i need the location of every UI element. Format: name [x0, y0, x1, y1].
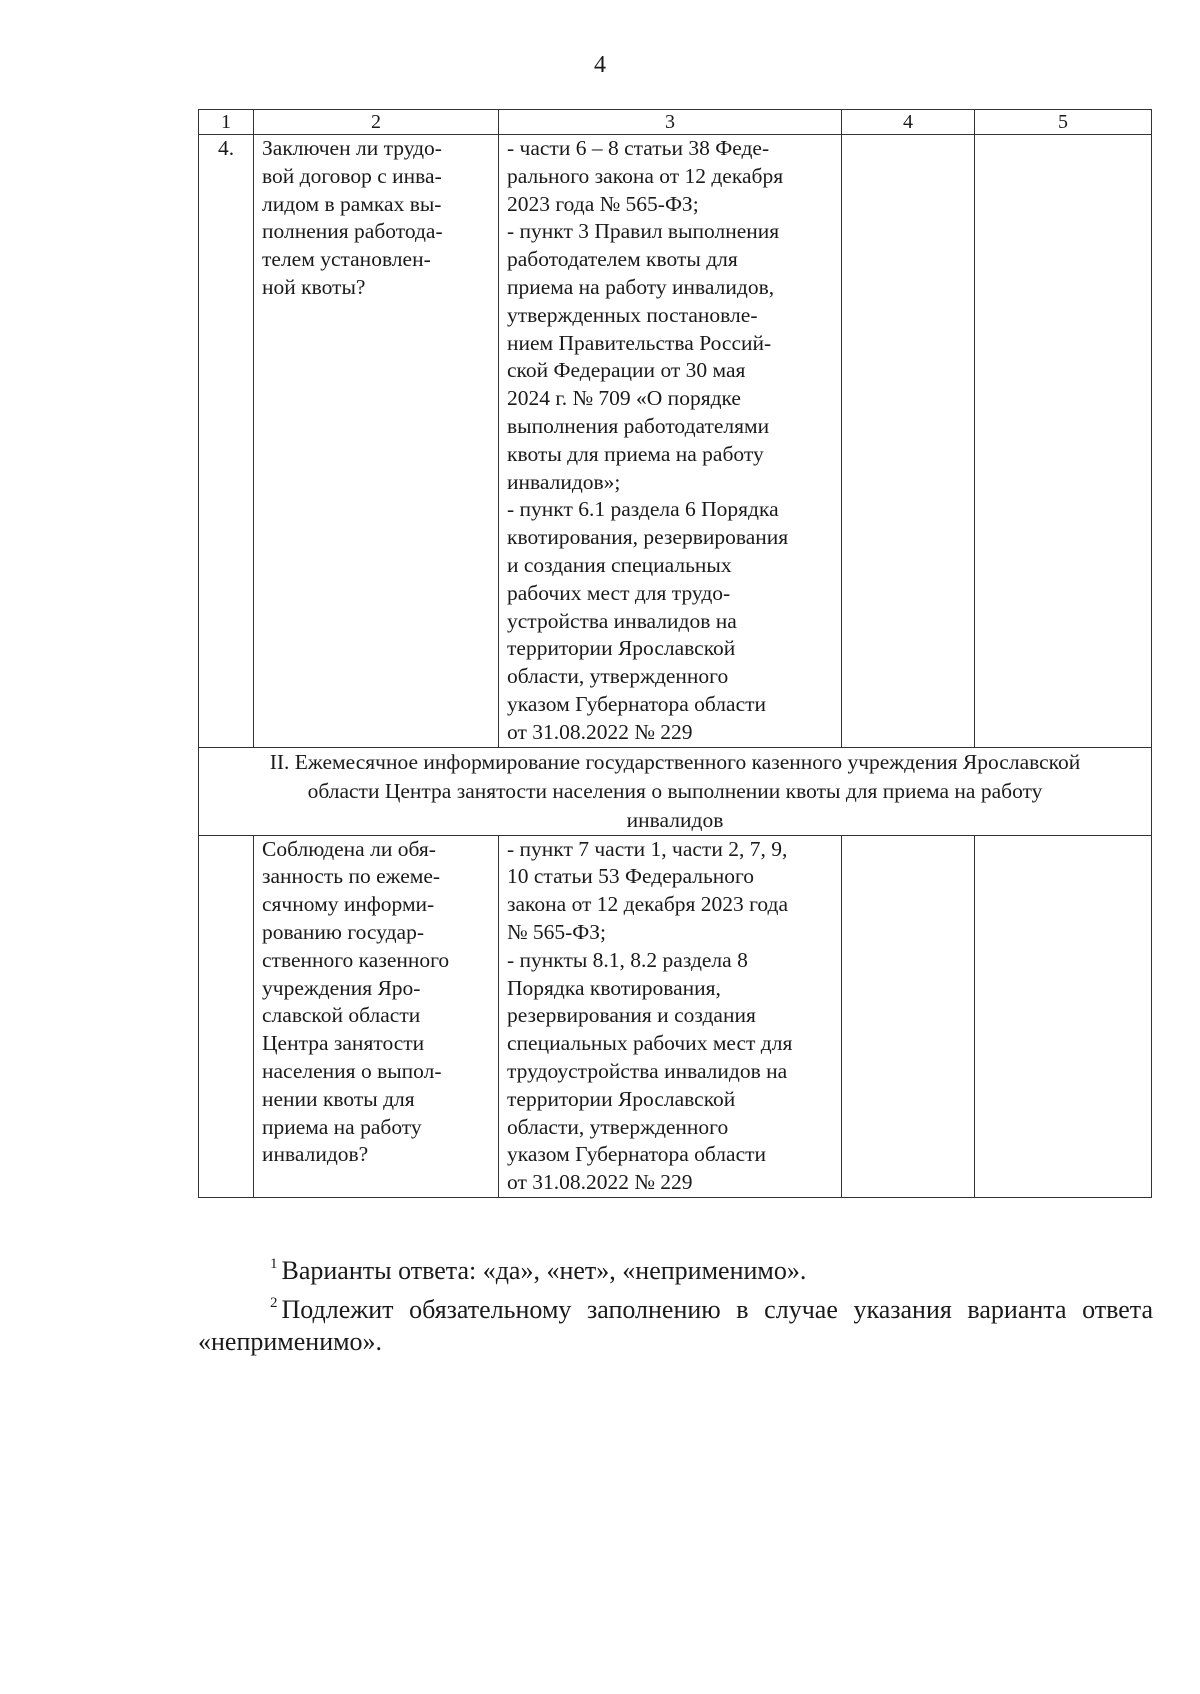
text-line: 2023 года № 565-ФЗ; [507, 191, 699, 216]
section-heading [199, 747, 1152, 835]
text-line: - пункт 3 Правил выполнения [507, 219, 780, 244]
table-row [199, 835, 1152, 1197]
text-line: нием Правительства Россий- [507, 330, 772, 355]
text-line: ственного казенного [262, 947, 450, 972]
text-line: населения о выпол- [262, 1058, 442, 1083]
text-line: области Центра занятости населения о выполнении квоты для приема на работу [307, 778, 1043, 803]
text-line: квотирования, резервирования [507, 525, 789, 550]
text-line: указом Губернатора области [507, 1142, 767, 1167]
text-line: области, утвержденного [507, 1114, 729, 1139]
text-line: инвалидов»; [507, 469, 621, 494]
footnotes [198, 1248, 1153, 1358]
section-heading-row [199, 747, 1152, 835]
text-line: учреждения Яро- [262, 975, 421, 1000]
footnote-text: Варианты ответа: «да», «нет», «неприменимо». [281, 1256, 807, 1285]
text-line: утвержденных постановле- [507, 302, 758, 327]
row-number [199, 835, 254, 1197]
answer-cell[interactable] [842, 135, 975, 748]
text-line: рабочих мест для трудо- [507, 580, 731, 605]
text-line: - пункты 8.1, 8.2 раздела 8 [507, 947, 748, 972]
footnote-mark: 1 [270, 1256, 278, 1272]
text-line: от 31.08.2022 № 229 [507, 719, 693, 744]
text-line: приема на работу инвалидов, [507, 274, 775, 299]
question-cell [254, 135, 499, 748]
footnote [198, 1287, 1153, 1358]
answer-cell[interactable] [842, 835, 975, 1197]
column-number: 2 [254, 110, 499, 135]
footnote [198, 1248, 1153, 1287]
text-line: территории Ярославской [507, 1086, 736, 1111]
text-line: квоты для приема на работу [507, 441, 764, 466]
table-row [199, 135, 1152, 748]
footnote-text: Подлежит обязательному заполнению в случае указания варианта ответа «неприменимо». [198, 1295, 1153, 1356]
checklist-table [198, 109, 1152, 1198]
text-line: полнения работода- [262, 219, 443, 244]
text-line: специальных рабочих мест для [507, 1031, 793, 1056]
text-line: II. Ежемесячное информирование государственного казенного учреждения Ярославской [269, 749, 1081, 774]
row-number: 4. [199, 135, 254, 748]
text-line: вой договор с инва- [262, 163, 442, 188]
text-line: выполнения работодателями [507, 413, 770, 438]
legal-basis-cell [499, 135, 842, 748]
text-line: трудоустройства инвалидов на [507, 1058, 788, 1083]
text-line: 2024 г. № 709 «О порядке [507, 386, 741, 411]
text-line: - пункт 6.1 раздела 6 Порядка [507, 497, 779, 522]
note-cell[interactable] [975, 835, 1152, 1197]
column-number: 5 [975, 110, 1152, 135]
question-cell [254, 835, 499, 1197]
column-number: 3 [499, 110, 842, 135]
text-line: Соблюдена ли обя- [262, 836, 436, 861]
text-line: закона от 12 декабря 2023 года [507, 892, 789, 917]
text-line: устройства инвалидов на [507, 608, 737, 633]
text-line: и создания специальных [507, 552, 732, 577]
text-line: области, утвержденного [507, 664, 729, 689]
text-line: инвалидов [626, 807, 724, 832]
text-line: Центра занятости [262, 1031, 425, 1056]
text-line: рального закона от 12 декабря [507, 163, 784, 188]
text-line: работодателем квоты для [507, 247, 738, 272]
text-line: указом Губернатора области [507, 691, 767, 716]
text-line: рованию государ- [262, 919, 424, 944]
footnote-mark: 2 [270, 1295, 278, 1311]
note-cell[interactable] [975, 135, 1152, 748]
text-line: № 565-ФЗ; [507, 919, 607, 944]
text-line: приема на работу [262, 1114, 422, 1139]
text-line: занность по ежеме- [262, 864, 441, 889]
text-line: инвалидов? [262, 1142, 369, 1167]
text-line: телем установлен- [262, 247, 431, 272]
page-number: 4 [594, 52, 606, 78]
text-line: ной квоты? [262, 274, 366, 299]
column-number: 1 [199, 110, 254, 135]
column-number-row [199, 110, 1152, 135]
text-line: Заключен ли трудо- [262, 136, 442, 160]
text-line: территории Ярославской [507, 636, 736, 661]
text-line: сячному информи- [262, 892, 435, 917]
text-line: резервирования и создания [507, 1003, 756, 1028]
text-line: лидом в рамках вы- [262, 191, 442, 216]
text-line: славской области [262, 1003, 421, 1028]
text-line: 10 статьи 53 Федерального [507, 864, 755, 889]
text-line: ской Федерации от 30 мая [507, 358, 746, 383]
text-line: - пункт 7 части 1, части 2, 7, 9, [507, 836, 788, 861]
text-line: от 31.08.2022 № 229 [507, 1170, 693, 1195]
text-line: - части 6 – 8 статьи 38 Феде- [507, 136, 770, 160]
text-line: нении квоты для [262, 1086, 415, 1111]
column-number: 4 [842, 110, 975, 135]
text-line: Порядка квотирования, [507, 975, 721, 1000]
legal-basis-cell [499, 835, 842, 1197]
